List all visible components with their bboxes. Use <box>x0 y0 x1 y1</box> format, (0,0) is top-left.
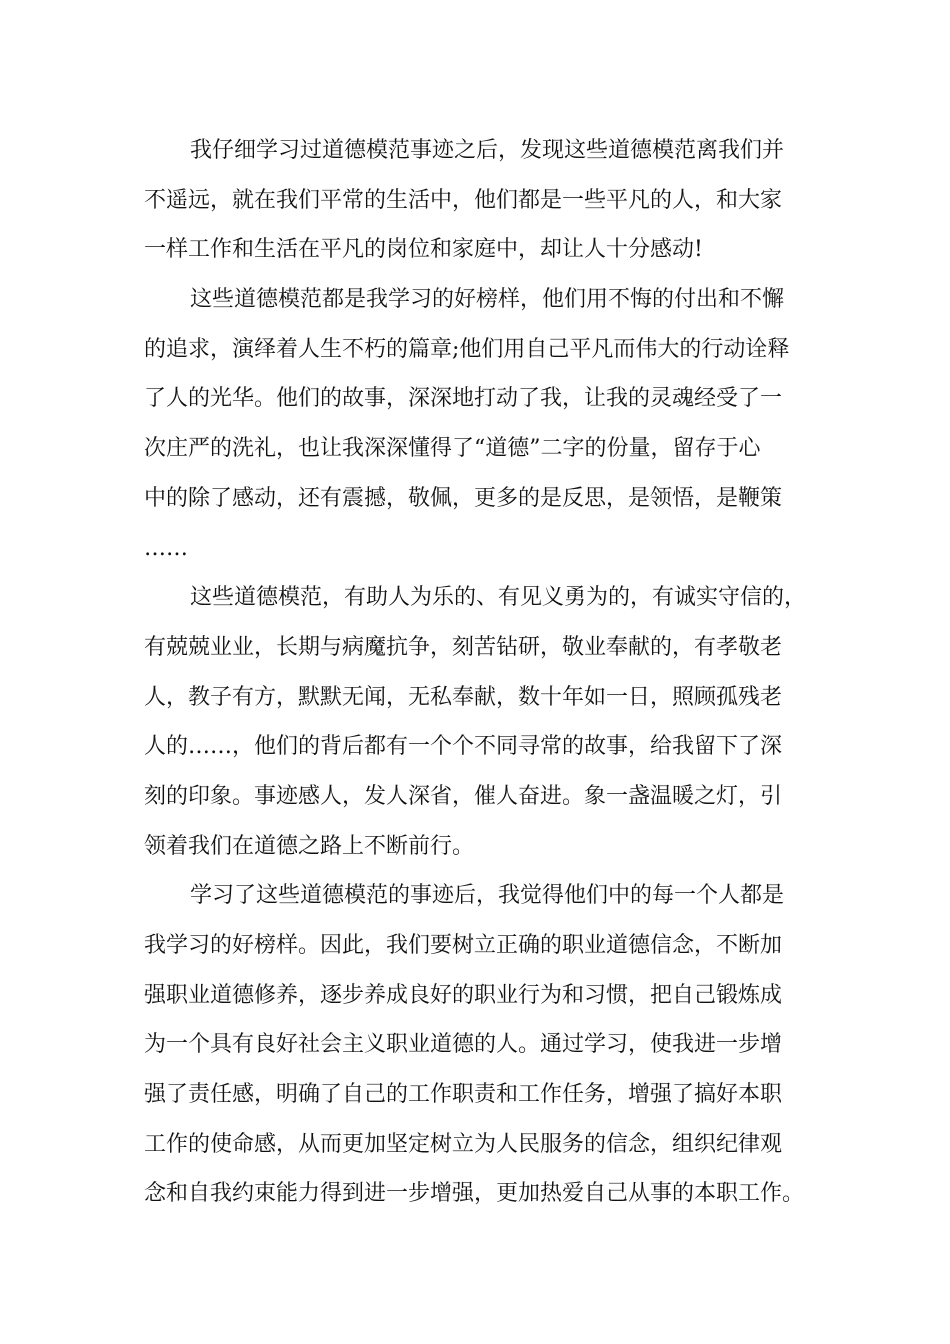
text-line: 的追求，演绎着人生不朽的篇章;他们用自己平凡而伟大的行动诠释 <box>144 336 790 362</box>
text-line: 有兢兢业业，长期与病魔抗争，刻苦钻研，敬业奉献的，有孝敬老 <box>144 634 783 660</box>
paragraph-4 <box>144 871 834 1219</box>
text-line: 不遥远，就在我们平常的生活中，他们都是一些平凡的人，和大家 <box>144 187 783 213</box>
text-line: 了人的光华。他们的故事，深深地打动了我，让我的灵魂经受了一 <box>144 386 783 412</box>
paragraph-2 <box>144 275 834 573</box>
text-line: 这些道德模范，有助人为乐的、有见义勇为的，有诚实守信的， <box>190 585 807 611</box>
text-line: …… <box>144 535 188 561</box>
text-line: 学习了这些道德模范的事迹后，我觉得他们中的每一个人都是 <box>190 883 785 909</box>
text-line: 为一个具有良好社会主义职业道德的人。通过学习，使我进一步增 <box>144 1032 783 1058</box>
text-line: 中的除了感动，还有震撼，敬佩，更多的是反思，是领悟，是鞭策 <box>144 485 783 511</box>
text-line: 人的……，他们的背后都有一个个不同寻常的故事，给我留下了深 <box>144 734 783 760</box>
paragraph-3 <box>144 573 834 871</box>
text-line: 工作的使命感，从而更加坚定树立为人民服务的信念，组织纪律观 <box>144 1131 783 1157</box>
text-line: 我仔细学习过道德模范事迹之后，发现这些道德模范离我们并 <box>190 138 785 163</box>
text-line: 人，教子有方，默默无闻，无私奉献，数十年如一日，照顾孤残老 <box>144 684 783 710</box>
text-line: 次庄严的洗礼，也让我深深懂得了“道德”二字的份量，留存于心 <box>144 436 761 462</box>
text-line: 领着我们在道德之路上不断前行。 <box>144 833 475 859</box>
text-line: 我学习的好榜样。因此，我们要树立正确的职业道德信念，不断加 <box>144 933 783 958</box>
text-line: 刻的印象。事迹感人，发人深省，催人奋进。象一盏温暖之灯，引 <box>144 783 783 809</box>
text-line: 强了责任感，明确了自己的工作职责和工作任务，增强了搞好本职 <box>144 1082 783 1108</box>
text-line: 念和自我约束能力得到进一步增强，更加热爱自己从事的本职工作。 <box>144 1181 805 1207</box>
paragraph-1 <box>144 126 834 275</box>
text-line: 这些道德模范都是我学习的好榜样，他们用不悔的付出和不懈 <box>190 287 785 313</box>
text-line: 强职业道德修养，逐步养成良好的职业行为和习惯，把自己锻炼成 <box>144 982 783 1008</box>
document-body <box>144 126 834 1219</box>
text-line: 一样工作和生活在平凡的岗位和家庭中，却让人十分感动! <box>144 237 703 263</box>
